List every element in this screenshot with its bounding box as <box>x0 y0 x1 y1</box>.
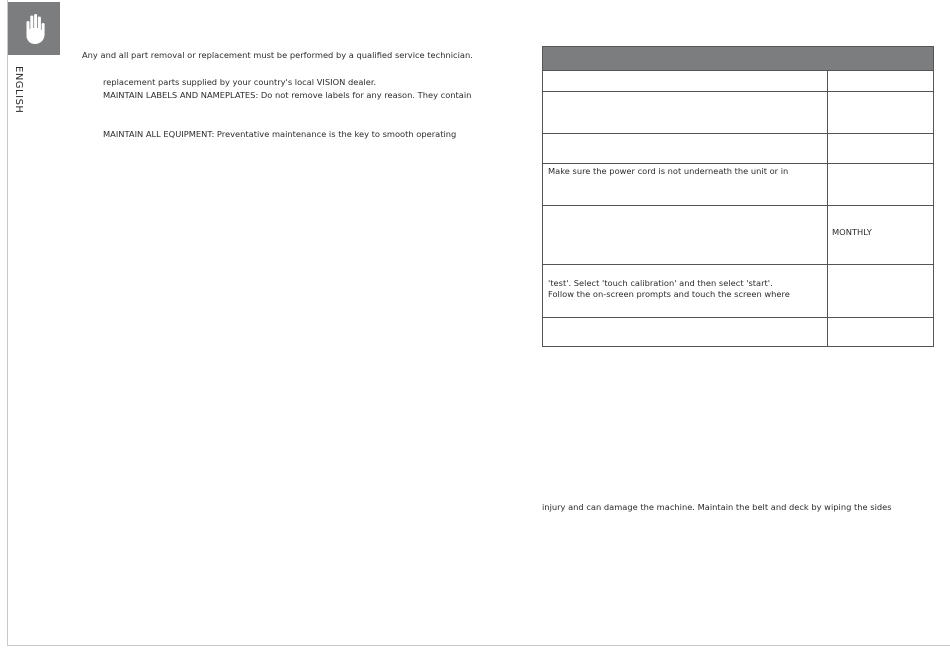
table-cell-frequency: MONTHLY <box>832 227 872 237</box>
table-cell-instruction: Follow the on-screen prompts and touch the screen where <box>548 289 790 299</box>
safety-text-line-4: MAINTAIN ALL EQUIPMENT: Preventative maintenance is the key to smooth operating <box>103 129 457 139</box>
table-row <box>543 205 933 206</box>
table-row <box>543 163 933 164</box>
table-row <box>543 91 933 92</box>
table-row <box>543 264 933 265</box>
safety-text-line-1: Any and all part removal or replacement must be performed by a qualified service technician. <box>82 50 473 60</box>
maintenance-table <box>542 46 934 347</box>
table-header <box>543 47 933 70</box>
table-column-divider <box>827 70 828 346</box>
table-cell-instruction: Make sure the power cord is not underneath the unit or in <box>548 166 789 176</box>
page-left-border <box>7 0 8 646</box>
language-label: ENGLISH <box>13 66 24 114</box>
table-row <box>543 70 933 71</box>
page-bottom-border <box>7 645 950 646</box>
warning-icon-box <box>8 2 60 55</box>
hand-stop-icon <box>21 13 47 45</box>
table-cell-instruction: 'test'. Select 'touch calibration' and then select 'start'. <box>548 278 773 288</box>
table-row <box>543 133 933 134</box>
belt-maintenance-text: injury and can damage the machine. Maintain the belt and deck by wiping the sides <box>542 502 892 512</box>
safety-text-line-3: MAINTAIN LABELS AND NAMEPLATES: Do not remove labels for any reason. They contain <box>103 90 472 100</box>
table-row <box>543 317 933 318</box>
safety-text-line-2: replacement parts supplied by your country's local VISION dealer. <box>103 77 377 87</box>
